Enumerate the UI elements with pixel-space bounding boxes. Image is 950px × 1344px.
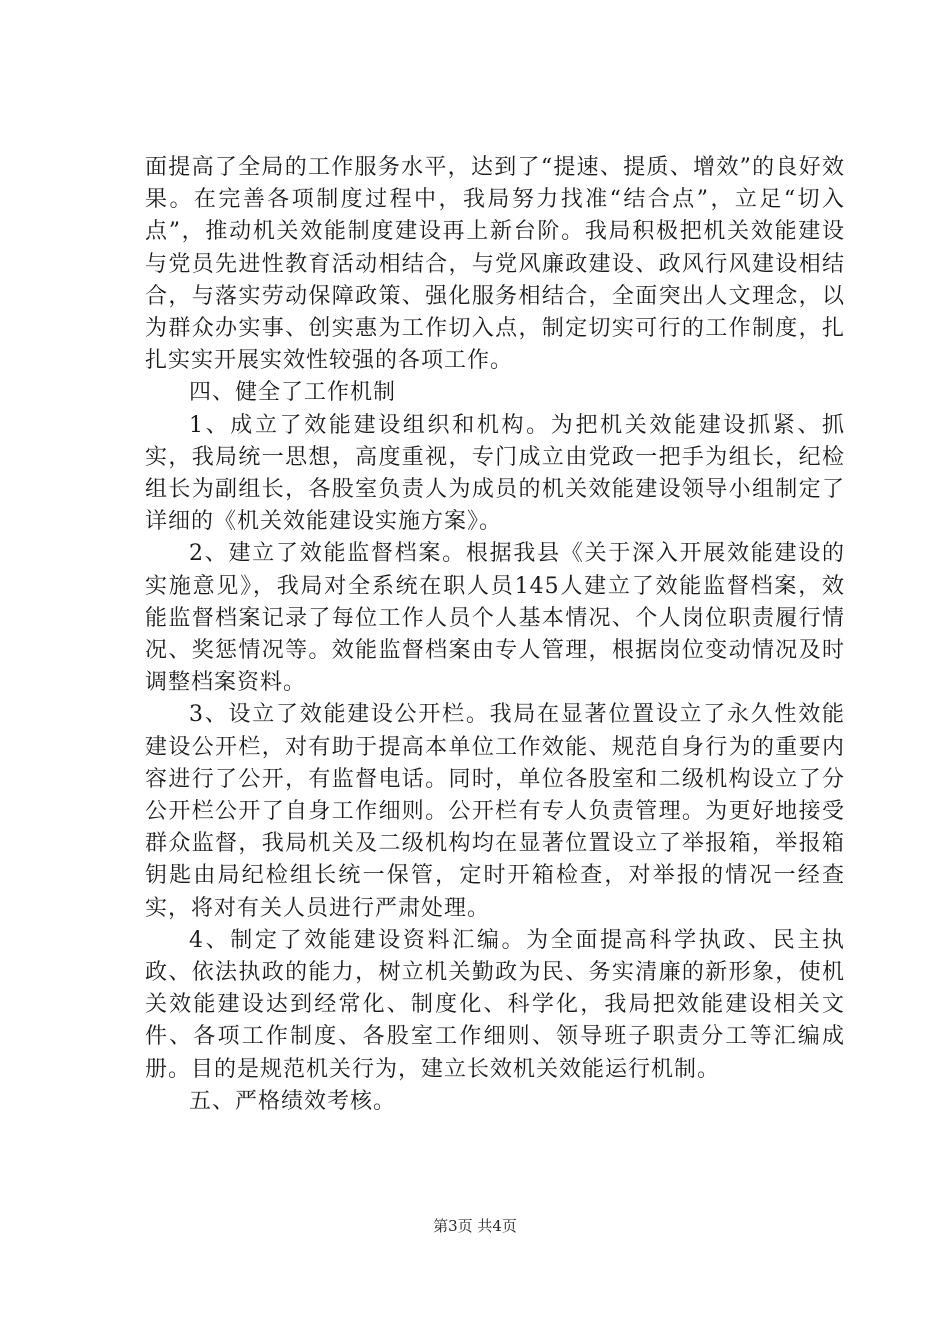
- paragraph-continuation: 面提高了全局的工作服务水平，达到了“提速、提质、增效”的良好效果。在完善各项制度过程中，我局努力找准“结合点”，立足“切入点”，推动机关效能制度建设再上新台阶。我局积极把机关效能建设与党员先进性教育活动相结合，与党风廉政建设、政风行风建设相结合，与落实劳动保障政策、强化服务相结合，全面突出人文理念，以为群众办实事、创实惠为工作切入点，制定切实可行的工作制度，扎扎实实开展实效性较强的各项工作。: [145, 155, 845, 374]
- section-heading-4: 四、健全了工作机制: [189, 380, 397, 406]
- document-body: [145, 152, 845, 1118]
- paragraph-item-3: 3、设立了效能建设公开栏。我局在显著位置设立了永久性效能建设公开栏，对有助于提高本单位工作效能、规范自身行为的重要内容进行了公开，有监督电话。同时，单位各股室和二级机构设立了分公开栏公开了自身工作细则。公开栏有专人负责管理。为更好地接受群众监督，我局机关及二级机构均在显著位置设立了举报箱，举报箱钥匙由局纪检组长统一保管，定时开箱检查，对举报的情况一经查实，将对有关人员进行严肃处理。: [145, 702, 845, 921]
- paragraph-item-2: 2、建立了效能监督档案。根据我县《关于深入开展效能建设的实施意见》，我局对全系统在职人员145人建立了效能监督档案，效能监督档案记录了每位工作人员个人基本情况、个人岗位职责履行情况、奖惩情况等。效能监督档案由专人管理，根据岗位变动情况及时调整档案资料。: [145, 541, 845, 696]
- section-heading-5: 五、严格绩效考核。: [189, 1088, 397, 1114]
- paragraph-item-1: 1、成立了效能建设组织和机构。为把机关效能建设抓紧、抓实，我局统一思想，高度重视，专门成立由党政一把手为组长，纪检组长为副组长，各股室负责人为成员的机关效能建设领导小组制定了详细的《机关效能建设实施方案》。: [145, 412, 845, 535]
- paragraph-item-4: 4、制定了效能建设资料汇编。为全面提高科学执政、民主执政、依法执政的能力，树立机关勤政为民、务实清廉的新形象，使机关效能建设达到经常化、制度化、科学化，我局把效能建设相关文件、各项工作制度、各股室工作细则、领导班子职责分工等汇编成册。目的是规范机关行为，建立长效机关效能运行机制。: [145, 927, 845, 1082]
- page-footer: 第3页 共4页: [433, 1217, 517, 1235]
